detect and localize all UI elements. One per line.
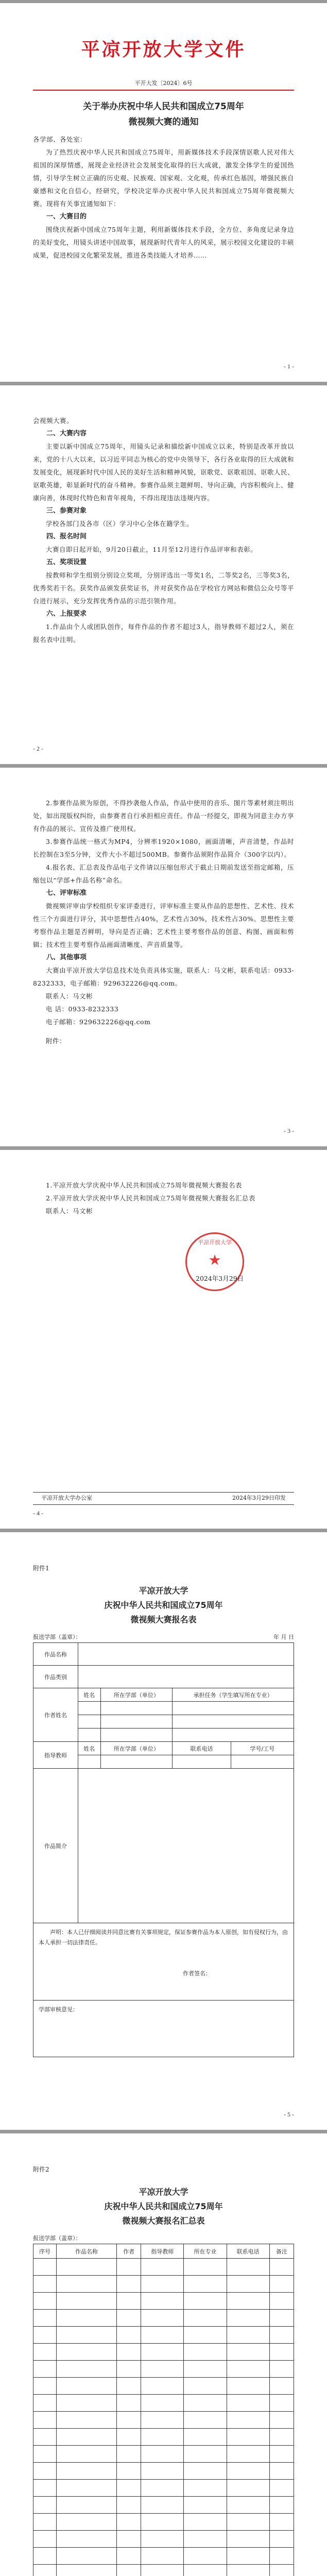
table-cell[interactable] [117,2565,141,2576]
table-cell[interactable] [57,2480,117,2497]
table-cell[interactable] [141,2429,184,2446]
section-7-text: 微视频评审由学校组织专家评委进行，评审标准主要从作品的思想性、艺术性、技术性三个方面进行评分，其中思想性占40%，艺术性占30%，技术性占30%。思想性主要考察作品主题是否鲜明，导向是否正确；艺术性主要考察作品的创意、构图、画面和剪辑；技术性主要考察作品画面清晰度、声音质量等。 [33,902,294,948]
table-cell[interactable] [227,2565,269,2576]
table-cell[interactable] [184,2310,227,2327]
table-cell[interactable] [57,2446,117,2463]
table-cell[interactable] [269,2497,294,2514]
row-label: 作品名称 [33,1643,78,1666]
col-header: 所在学部（单位） [100,1742,173,1755]
document-page-5 [0,1532,327,2130]
table-cell[interactable] [57,2531,117,2548]
table-cell[interactable] [227,2497,269,2514]
table-cell[interactable] [33,2310,57,2327]
table-cell[interactable] [269,2480,294,2497]
table-cell[interactable] [57,2463,117,2480]
entry-summary-field[interactable] [78,1769,294,1923]
table-row [33,2395,294,2412]
advisor-cell[interactable] [78,1755,101,1769]
footer-issue-date: 2024年3月29日印发 [232,1495,286,1501]
author-cell[interactable] [173,1702,294,1715]
table-cell[interactable] [57,2514,117,2531]
table-cell[interactable] [57,2497,117,2514]
table-cell[interactable] [117,2293,141,2310]
table-cell[interactable] [141,2565,184,2576]
attachment-label: 附件2 [33,2166,49,2173]
contact-phone: 电 话：0933-8232333 [46,1005,119,1013]
table-row [33,2429,294,2446]
table-cell[interactable] [33,2344,57,2361]
document-page-1 [0,3,327,382]
section-7-heading: 七、评审标准 [46,889,87,897]
table-row [33,2565,294,2576]
table-cell[interactable] [141,2395,184,2412]
continued-text: 会视频大赛。 [33,417,74,425]
table-cell[interactable] [184,2548,227,2565]
table-row [33,2378,294,2395]
table-row [33,2412,294,2429]
requirement-4: 4.报名表、汇总表及作品电子文件请以压缩包形式于截止日期前发送至指定邮箱，压缩包以“学部+作品名称”命名。 [33,863,294,884]
table-cell[interactable] [33,2429,57,2446]
col-header: 备注 [269,2244,294,2259]
table-cell[interactable] [141,2463,184,2480]
table-cell[interactable] [227,2463,269,2480]
summary-title-line-3: 微视频大赛报名汇总表 [122,2216,205,2226]
table-cell[interactable] [184,2463,227,2480]
table-cell[interactable] [33,2327,57,2344]
author-cell[interactable] [100,1715,173,1728]
col-header: 作品名称 [57,2244,117,2259]
table-cell[interactable] [227,2327,269,2344]
col-header: 学号/工号 [231,1742,294,1755]
table-cell[interactable] [57,2378,117,2395]
table-cell[interactable] [57,2395,117,2412]
table-cell[interactable] [184,2480,227,2497]
table-cell[interactable] [141,2310,184,2327]
table-cell[interactable] [184,2412,227,2429]
author-cell[interactable] [173,1728,294,1742]
table-row [33,2310,294,2327]
table-cell[interactable] [269,2446,294,2463]
table-cell[interactable] [141,2514,184,2531]
page-number: - 4 - [33,1510,43,1517]
col-header: 联系电话 [227,2244,269,2259]
table-cell[interactable] [57,2429,117,2446]
table-cell[interactable] [141,2548,184,2565]
col-header: 姓名 [78,1688,101,1702]
table-row [33,2463,294,2480]
table-cell[interactable] [117,2480,141,2497]
table-cell[interactable] [184,2395,227,2412]
date-label: 年 月 日 [273,1634,294,1640]
document-page-4 [0,1150,327,1529]
section-3-text: 学校各部门及各市（区）学习中心全体在籍学生。 [46,520,194,528]
registration-form [33,1642,294,2057]
table-cell[interactable] [227,2293,269,2310]
table-row [33,2446,294,2463]
document-page-6 [0,2133,327,2576]
table-cell[interactable] [33,2276,57,2293]
advisor-cell[interactable] [173,1755,231,1769]
table-cell[interactable] [141,2531,184,2548]
entry-category-field[interactable] [78,1666,294,1688]
col-header: 姓名 [78,1742,101,1755]
table-cell[interactable] [33,2480,57,2497]
col-header: 作者 [117,2244,141,2259]
form-title-line-2: 庆祝中华人民共和国成立75周年 [104,1600,223,1610]
table-cell[interactable] [117,2327,141,2344]
author-signature-label: 作者签名： [183,1970,211,1977]
table-cell[interactable] [227,2412,269,2429]
seal-star-icon: ★ [208,1251,221,1268]
footer-divider-top [33,1492,294,1493]
table-cell[interactable] [57,2548,117,2565]
table-cell[interactable] [184,2327,227,2344]
row-label: 作品简介 [33,1769,78,1923]
declaration-note: 声明：本人已仔细阅读并同意比赛有关事项规定，保证参赛作品为本人原创，如有侵权行为，由本人承担一切法律责任。 [39,1929,288,1946]
footer-issuer: 平凉开放大学办公室 [41,1495,92,1501]
table-cell[interactable] [227,2514,269,2531]
document-page-2 [0,385,327,764]
table-cell[interactable] [141,2293,184,2310]
table-cell[interactable] [227,2310,269,2327]
author-cell[interactable] [78,1702,101,1715]
table-cell[interactable] [141,2276,184,2293]
table-cell[interactable] [57,2565,117,2576]
table-cell[interactable] [184,2497,227,2514]
table-cell[interactable] [269,2463,294,2480]
requirement-3: 3.参赛作品统一格式为MP4，分辨率1920×1080，画面清晰，声音清楚，作品时长控制在3至5分钟，文件大小不超过500MB。参赛作品须附作品简介（300字以内）。 [33,838,294,858]
salutation: 各学部、各处室： [33,135,87,143]
notice-title-line-2: 微视频大赛的通知 [128,117,199,127]
section-4-text: 大赛自即日起开始，9月20日截止，11月至12月进行作品评审和表彰。 [46,546,257,553]
table-cell[interactable] [184,2378,227,2395]
table-row [33,2259,294,2276]
table-cell[interactable] [269,2565,294,2576]
table-cell[interactable] [227,2378,269,2395]
form-title-line-1: 平凉开放大学 [139,1586,188,1596]
section-1-text: 围绕庆祝新中国成立75周年主题，利用新媒体技术手段，全方位、多角度记录身边的美好变化，用镜头讲述中国故事，展现新时代青年人的风采，展示校园文化建设的丰硕成果，促进校园文化繁荣发展，推进各类技能人才培养…… [33,226,295,259]
table-cell[interactable] [57,2276,117,2293]
table-cell[interactable] [269,2429,294,2446]
table-cell[interactable] [33,2395,57,2412]
requirement-2: 2.参赛作品须为原创，不得抄袭他人作品，作品中使用的音乐、图片等素材须注明出处，如出现版权纠纷，由参赛者自行承担相应责任。作品一经提交，即视为同意主办方享有作品的展示、宣传及推广使用权。 [33,799,295,833]
section-8-text: 大赛由平凉开放大学信息技术处负责具体实施，联系人：马文彬，联系电话：0933-8232333，电子邮箱：929632226@qq.com。 [33,967,294,987]
table-cell[interactable] [117,2497,141,2514]
table-row [33,2293,294,2310]
col-header: 所在专业 [184,2244,227,2259]
table-cell[interactable] [269,2310,294,2327]
dept-label: 报送学部（盖章）： [33,2235,81,2242]
table-cell[interactable] [269,2344,294,2361]
signature-date: 2024年3月29日 [196,1275,244,1282]
masthead: 平凉开放大学文件 [81,39,246,60]
table-cell[interactable] [57,2361,117,2378]
table-cell[interactable] [57,2344,117,2361]
table-cell[interactable] [117,2361,141,2378]
table-cell[interactable] [57,2412,117,2429]
page-number: - 1 - [284,363,294,370]
section-3-heading: 三、参赛对象 [46,507,87,515]
contact-line: 联系人：马文彬 [46,1207,93,1215]
table-row [33,2497,294,2514]
section-4-heading: 四、报名时间 [46,533,87,540]
dept-label: 报送学部（盖章）： [33,1634,81,1640]
table-cell[interactable] [117,2276,141,2293]
table-cell[interactable] [33,2514,57,2531]
section-1-heading: 一、大赛目的 [46,213,87,221]
table-cell[interactable] [269,2378,294,2395]
table-cell[interactable] [227,2531,269,2548]
attachment-label: 附件1 [33,1565,49,1572]
table-cell[interactable] [227,2361,269,2378]
table-cell[interactable] [184,2429,227,2446]
table-row [33,2361,294,2378]
section-5-heading: 五、奖项设置 [46,558,87,566]
intro-paragraph: 为了热烈庆祝中华人民共和国成立75周年，用新媒体技术手段深情讴歌人民对伟大祖国的深厚情感，展现企业经济社会发展变化取得的巨大成就，激发全体学生的爱国热情，引导学生树立正确的历史观、民族观、国家观、文化观，传承红色基因，增强民族自豪感和文化自信心，经研究，学校决定举办庆祝中华人民共和国成立75周年微视频大赛。现将有关事宜通知如下： [33,148,295,208]
table-cell[interactable] [117,2548,141,2565]
table-cell[interactable] [33,2565,57,2576]
table-cell[interactable] [117,2531,141,2548]
table-cell[interactable] [184,2259,227,2276]
table-cell[interactable] [33,2293,57,2310]
col-header: 序号 [33,2244,57,2259]
table-cell[interactable] [269,2293,294,2310]
table-cell[interactable] [227,2344,269,2361]
table-cell[interactable] [33,2548,57,2565]
table-cell[interactable] [184,2361,227,2378]
footer-divider-bottom [33,1504,294,1505]
table-cell[interactable] [117,2259,141,2276]
table-cell[interactable] [141,2446,184,2463]
table-cell[interactable] [117,2463,141,2480]
table-cell[interactable] [141,2480,184,2497]
table-cell[interactable] [141,2327,184,2344]
author-cell[interactable] [78,1715,101,1728]
section-8-heading: 八、其他事项 [46,954,87,961]
author-cell[interactable] [100,1728,173,1742]
table-cell[interactable] [117,2344,141,2361]
page-number: - 3 - [284,1127,294,1134]
table-cell[interactable] [117,2429,141,2446]
summary-title-line-1: 平凉开放大学 [139,2187,188,2197]
document-page-3 [0,768,327,1146]
seal-text: 平凉开放大学 [198,1239,232,1246]
table-cell[interactable] [117,2514,141,2531]
advisor-cell[interactable] [231,1755,294,1769]
table-cell[interactable] [141,2344,184,2361]
contact-name: 联系人：马文彬 [46,992,93,1000]
attachment-1-item: 1.平凉开放大学庆祝中华人民共和国成立75周年微视频大赛报名表 [46,1181,242,1189]
table-cell[interactable] [33,2446,57,2463]
table-cell[interactable] [141,2497,184,2514]
table-row [33,2548,294,2565]
table-cell[interactable] [33,2531,57,2548]
summary-table [33,2244,294,2576]
table-cell[interactable] [33,2463,57,2480]
table-row [33,2344,294,2361]
table-cell[interactable] [227,2395,269,2412]
table-cell[interactable] [184,2276,227,2293]
table-cell[interactable] [269,2327,294,2344]
table-cell[interactable] [117,2412,141,2429]
table-cell[interactable] [117,2378,141,2395]
col-header: 所在学部（单位） [100,1688,173,1702]
table-cell[interactable] [227,2548,269,2565]
notice-title-line-1: 关于举办庆祝中华人民共和国成立75周年 [83,101,244,112]
form-title-line-3: 微视频大赛报名表 [130,1615,197,1624]
table-cell[interactable] [117,2395,141,2412]
page-number: - 2 - [33,745,43,752]
table-cell[interactable] [269,2514,294,2531]
col-header: 联系电话 [173,1742,231,1755]
table-cell[interactable] [57,2259,117,2276]
table-cell[interactable] [57,2327,117,2344]
table-cell[interactable] [269,2395,294,2412]
table-cell[interactable] [184,2293,227,2310]
table-cell[interactable] [141,2412,184,2429]
attachments-label: 附件： [46,1037,66,1045]
doc-number: 平开大发〔2024〕6号 [134,80,193,87]
attachment-2-item: 2.平凉开放大学庆祝中华人民共和国成立75周年微视频大赛报名汇总表 [46,1194,255,1202]
table-cell[interactable] [33,2378,57,2395]
section-6-text: 1.作品由个人或团队创作，每件作品的作者不超过3人，指导教师不超过2人，须在报名表中注明。 [33,623,294,643]
table-cell[interactable] [184,2344,227,2361]
col-header: 承担任务（学生填写所在专业） [173,1688,294,1702]
table-row [33,2327,294,2344]
review-opinion-label: 学部审核意见： [39,2006,78,2013]
table-cell[interactable] [57,2310,117,2327]
table-cell[interactable] [184,2446,227,2463]
table-row [33,2531,294,2548]
contact-email: 电子邮箱：929632226@qq.com [46,1018,151,1026]
table-cell[interactable] [57,2293,117,2310]
author-cell[interactable] [78,1728,101,1742]
table-cell[interactable] [269,2361,294,2378]
summary-title-line-2: 庆祝中华人民共和国成立75周年 [104,2201,223,2211]
row-label: 指导教师 [33,1742,78,1769]
table-cell[interactable] [269,2259,294,2276]
table-cell[interactable] [141,2361,184,2378]
table-cell[interactable] [184,2514,227,2531]
table-cell[interactable] [227,2446,269,2463]
table-cell[interactable] [269,2276,294,2293]
row-label: 作品类别 [33,1666,78,1688]
entry-title-field[interactable] [78,1643,294,1666]
table-cell[interactable] [227,2429,269,2446]
table-cell[interactable] [33,2259,57,2276]
table-row [33,2276,294,2293]
section-6-heading: 六、上报要求 [46,610,87,618]
table-cell[interactable] [117,2446,141,2463]
table-cell[interactable] [117,2310,141,2327]
table-cell[interactable] [227,2259,269,2276]
section-5-text: 按教师和学生组别分别设立奖项，分别评选出一等奖1名，二等奖2名，三等奖3名，优秀奖若干名。获奖作品颁发获奖证书，并对获奖作品在学校官方网站和微信公众号等平台进行展示，充分发挥优秀作品的示范引领作用。 [33,571,295,605]
section-2-heading: 二、大赛内容 [46,430,87,437]
table-cell[interactable] [141,2378,184,2395]
table-cell[interactable] [269,2548,294,2565]
table-cell[interactable] [141,2259,184,2276]
author-cell[interactable] [100,1702,173,1715]
section-2-text: 主要以新中国成立75周年，用镜头记录和描绘新中国成立以来，特别是改革开放以来，党的十八大以来，以习近平同志为核心的党中央领导下，各行各业取得的巨大成就和发展变化，展现新时代中国人民的美好生活和精神风貌，讴歌党、讴歌祖国、讴歌人民、讴歌英雄，彰显新时代的奋斗精神。参赛作品须主题鲜明、导向正确，内容积极向上、健康向善，体现时代特色和青年视角，不得出现违法违规内容。 [33,443,295,502]
col-header: 指导教师 [141,2244,184,2259]
table-cell[interactable] [269,2412,294,2429]
row-label: 作者姓名 [33,1688,78,1742]
table-cell[interactable] [184,2565,227,2576]
table-row [33,2480,294,2497]
table-cell[interactable] [184,2531,227,2548]
table-cell[interactable] [227,2480,269,2497]
table-row [33,2514,294,2531]
table-cell[interactable] [227,2276,269,2293]
table-cell[interactable] [33,2497,57,2514]
author-cell[interactable] [173,1715,294,1728]
table-cell[interactable] [33,2412,57,2429]
page-number: - 5 - [284,2111,294,2118]
table-cell[interactable] [33,2361,57,2378]
table-cell[interactable] [269,2531,294,2548]
advisor-cell[interactable] [100,1755,173,1769]
